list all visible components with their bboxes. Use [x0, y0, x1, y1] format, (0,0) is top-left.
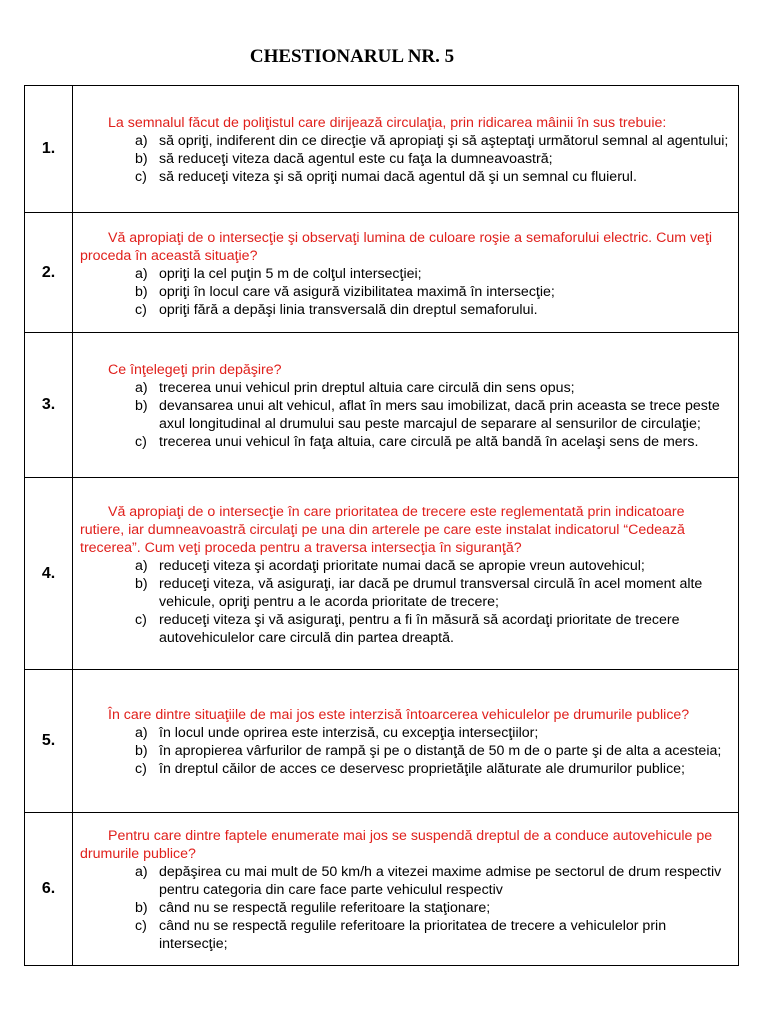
answer-text: când nu se respectă regulile referitoare la staţionare;: [159, 900, 491, 916]
answer-list: [80, 132, 732, 186]
question-text: Vă apropiaţi de o intersecţie în care prioritatea de trecere este reglementată prin indicatoare rutiere, iar dumneavoastră circulaţi pe una din arterele pe care este instalat indicatorul “Cedează trecerea”. Cum veţi proceda pentru a traversa intersecţia în siguranţă?: [80, 503, 685, 556]
answer-label: a): [135, 265, 148, 282]
answer-label: c): [135, 434, 147, 450]
page-title: CHESTIONARUL NR. 5: [249, 46, 455, 67]
answer-option[interactable]: [135, 397, 732, 433]
answer-label: b): [135, 743, 148, 759]
answer-list: [80, 557, 732, 647]
question-cell: [73, 213, 739, 333]
answer-text: să reduceţi viteza şi să opriţi numai dacă agentul dă şi un semnal cu fluierul.: [159, 169, 637, 185]
question-row: [25, 333, 739, 478]
question-row: [25, 478, 739, 670]
questionnaire-table: [24, 85, 739, 966]
answer-option[interactable]: [135, 863, 732, 899]
answer-text: opriţi în locul care vă asigură vizibilitatea maximă în intersecţie;: [159, 283, 555, 300]
answer-list: [80, 724, 732, 778]
answer-option[interactable]: [135, 899, 732, 917]
question-cell: [73, 670, 739, 813]
question-number: 4.: [25, 478, 73, 670]
question-cell: [73, 86, 739, 213]
question-text: La semnalul făcut de poliţistul care dirijează circulaţia, prin ridicarea mâinii în sus trebuie:: [108, 115, 667, 131]
question-row: [25, 813, 739, 966]
answer-label: c): [135, 169, 147, 185]
answer-option[interactable]: [135, 724, 732, 742]
answer-text: opriţi fără a depăşi linia transversală din dreptul semaforului.: [159, 301, 538, 318]
answer-list: [80, 863, 732, 953]
question-number: 5.: [25, 670, 73, 813]
question-text: Pentru care dintre faptele enumerate mai jos se suspendă dreptul de a conduce autovehicule pe drumurile publice?: [80, 828, 713, 862]
answer-option[interactable]: [135, 611, 732, 647]
question-number: 2.: [25, 213, 73, 333]
answer-option[interactable]: [135, 132, 732, 150]
answer-option[interactable]: [135, 742, 732, 760]
answer-text: devansarea unui alt vehicul, aflat în mers sau imobilizat, dacă prin aceasta se trece peste axul longitudinal al drumului sau peste marcajul de separare al sensurilor de circulaţie;: [159, 398, 720, 432]
answer-option[interactable]: [135, 760, 732, 778]
answer-list: [80, 265, 732, 319]
answer-label: c): [135, 611, 147, 628]
question-number: 3.: [25, 333, 73, 478]
answer-text: să reduceţi viteza dacă agentul este cu faţa la dumneavoastră;: [159, 151, 553, 167]
answer-option[interactable]: [135, 557, 732, 575]
answer-option[interactable]: [135, 433, 732, 451]
answer-label: b): [135, 575, 148, 592]
answer-label: a): [135, 557, 148, 574]
answer-text: în apropierea vârfurilor de rampă şi pe o distanţă de 50 m de o parte şi de alta a acesteia;: [159, 743, 722, 759]
answer-text: când nu se respectă regulile referitoare la prioritatea de trecere a vehiculelor prin intersecţie;: [159, 918, 667, 952]
question-number: 6.: [25, 813, 73, 966]
answer-label: c): [135, 918, 147, 934]
question-text: În care dintre situaţiile de mai jos este interzisă întoarcerea vehiculelor pe drumurile publice?: [108, 707, 690, 723]
question-cell: [73, 478, 739, 670]
answer-option[interactable]: [135, 168, 732, 186]
answer-text: în locul unde oprirea este interzisă, cu excepţia intersecţiilor;: [159, 725, 539, 741]
answer-option[interactable]: [135, 379, 732, 397]
answer-label: a): [135, 380, 148, 396]
answer-text: depăşirea cu mai mult de 50 km/h a vitezei maxime admise pe sectorul de drum respectiv pentru categoria din care face parte vehiculul respectiv: [159, 864, 722, 898]
question-cell: [73, 333, 739, 478]
answer-text: opriţi la cel puţin 5 m de colţul intersecţiei;: [159, 265, 422, 282]
answer-label: b): [135, 398, 148, 414]
answer-label: a): [135, 725, 148, 741]
answer-text: să opriţi, indiferent din ce direcţie vă apropiaţi şi să aşteptaţi următorul semnal al agentului;: [159, 133, 729, 149]
answer-label: b): [135, 283, 148, 300]
question-text: Vă apropiaţi de o intersecţie şi observaţi lumina de culoare roşie a semaforului electric. Cum veţi proceda în această situaţie?: [80, 229, 713, 264]
answer-option[interactable]: [135, 265, 732, 283]
question-row: [25, 86, 739, 213]
question-text: Ce înţelegeţi prin depăşire?: [108, 362, 282, 378]
question-row: [25, 670, 739, 813]
question-cell: [73, 813, 739, 966]
answer-label: c): [135, 301, 147, 318]
answer-label: b): [135, 900, 148, 916]
question-row: [25, 213, 739, 333]
answer-list: [80, 379, 732, 451]
answer-text: reduceţi viteza şi acordaţi prioritate numai dacă se apropie vreun autovehicul;: [159, 557, 645, 574]
answer-text: trecerea unui vehicul în faţa altuia, care circulă pe altă bandă în acelaşi sens de mers.: [159, 434, 699, 450]
answer-label: c): [135, 761, 147, 777]
answer-label: a): [135, 864, 148, 880]
answer-label: a): [135, 133, 148, 149]
answer-option[interactable]: [135, 575, 732, 611]
answer-label: b): [135, 151, 148, 167]
answer-option[interactable]: [135, 917, 732, 953]
question-number: 1.: [25, 86, 73, 213]
answer-option[interactable]: [135, 301, 732, 319]
answer-option[interactable]: [135, 150, 732, 168]
answer-option[interactable]: [135, 283, 732, 301]
answer-text: reduceţi viteza şi vă asiguraţi, pentru a fi în măsură să acordaţi prioritate de trecere autovehiculelor care circulă din partea dreaptă.: [159, 611, 680, 646]
answer-text: în dreptul căilor de acces ce deservesc proprietăţile alăturate ale drumurilor publice;: [159, 761, 685, 777]
answer-text: reduceţi viteza, vă asiguraţi, iar dacă pe drumul transversal circulă în acel moment alte vehicule, opriţi pentru a le acorda prioritate de trecere;: [159, 575, 703, 610]
answer-text: trecerea unui vehicul prin dreptul altuia care circulă din sens opus;: [159, 380, 575, 396]
